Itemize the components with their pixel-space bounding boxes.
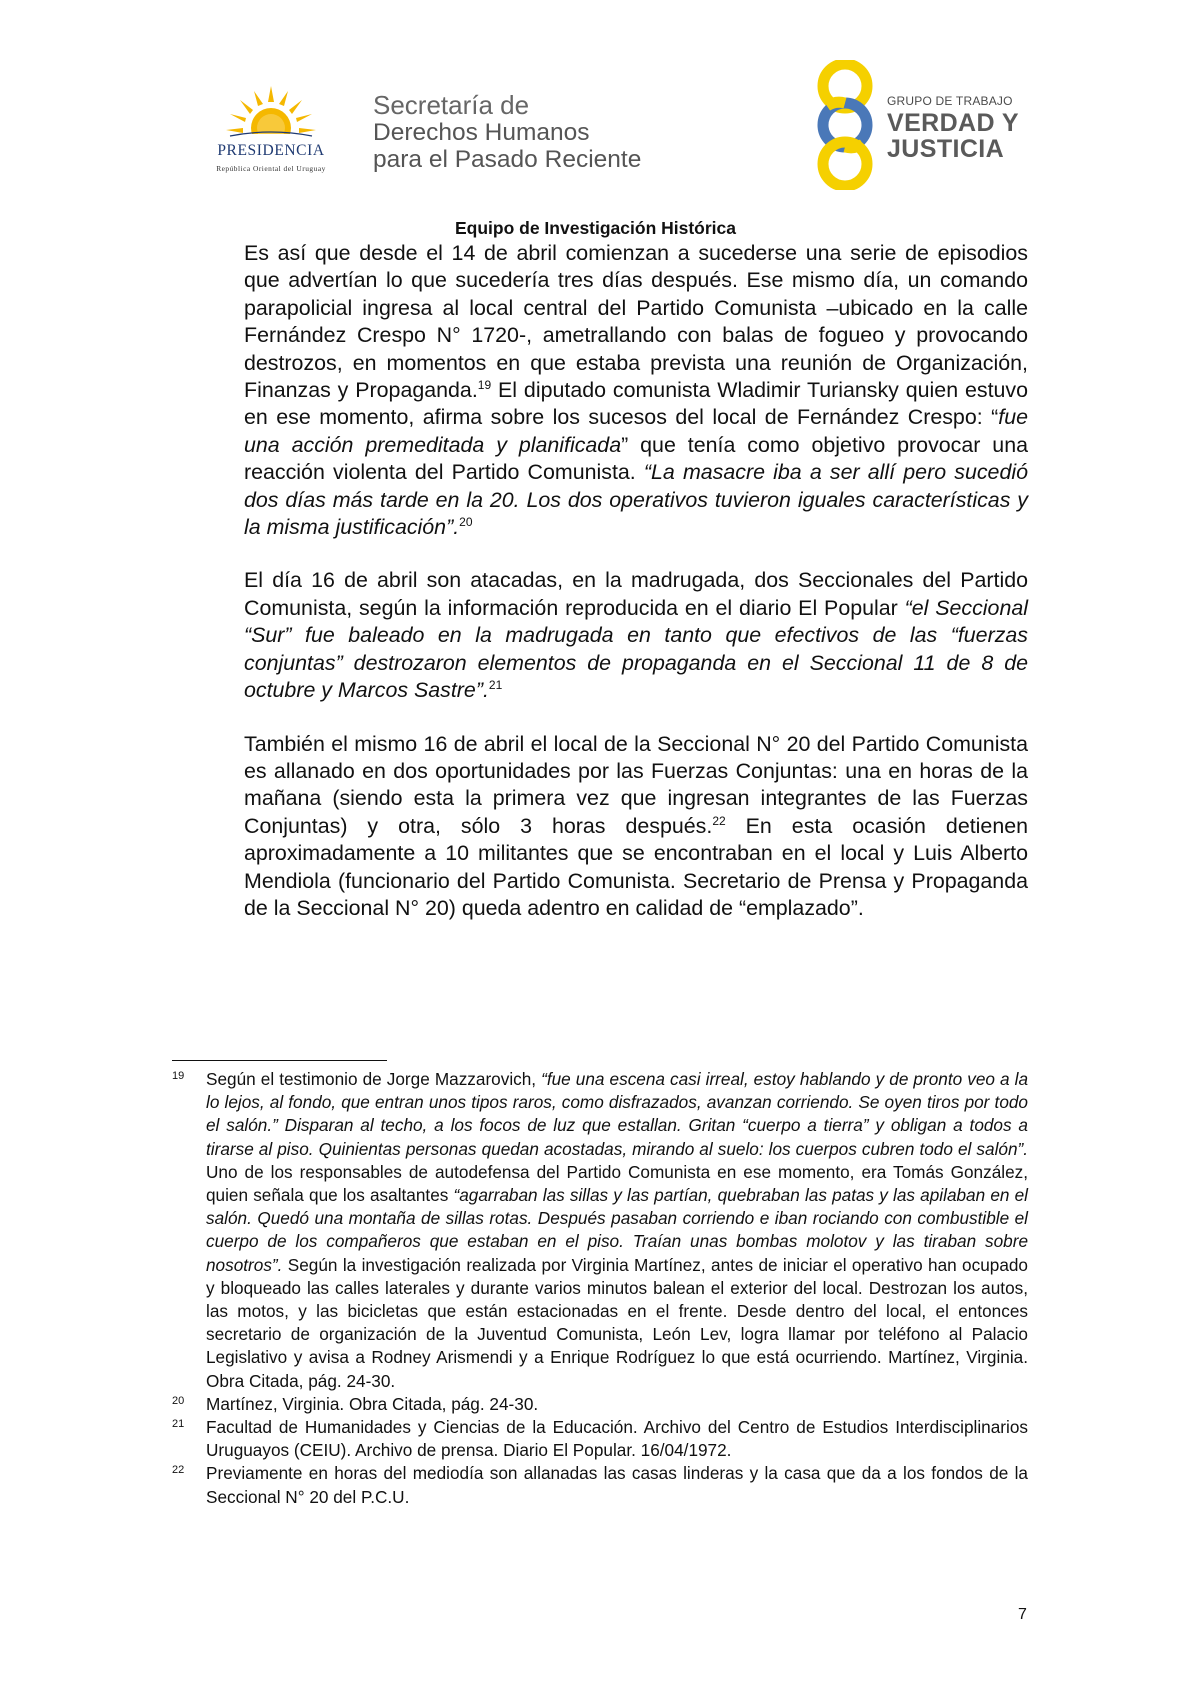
gtvj-line3: JUSTICIA: [887, 135, 1005, 163]
presidencia-name: PRESIDENCIA: [217, 142, 325, 159]
presidencia-subtitle: República Oriental del Uruguay: [216, 164, 326, 173]
sun-icon: [224, 84, 318, 142]
footnote-number: 22: [172, 1464, 185, 1477]
footnote-19: [172, 1068, 1028, 1393]
paragraph-2: [244, 567, 1028, 704]
p1-text-c: ” que tenía como objetivo provocar una reacción violenta del Partido Comunista.: [244, 432, 1028, 485]
fn19-text-b: Uno de los responsables de autodefensa del Partido Comunista en ese momento, era Tomás González, quien señala que los asaltantes: [206, 1161, 1028, 1206]
fn21-text: Facultad de Humanidades y Ciencias de la Educación. Archivo del Centro de Estudios Interdisciplinarios Uruguayos (CEIU). Archivo de prensa. Diario El Popular. 16/04/1972.: [206, 1417, 1028, 1461]
footnotes: [172, 1068, 1028, 1509]
p1-text-b: El diputado comunista Wladimir Turiansky quien estuvo en ese momento, afirma sobre los sucesos del local de Fernández Crespo: “: [244, 378, 1029, 430]
main-text: [244, 240, 1028, 922]
fn19-text-c: Según la investigación realizada por Virginia Martínez, antes de iniciar el operativo han ocupado y bloqueado las calles laterales y durante varios minutos balean el exterior del local. Destrozan los autos, las motos, y las bicicletas que están estacionadas en el frente. Desde dentro del local, el entonces secretario de organización de la Juventud Comunista, León Lev, logra llamar por teléfono al Palacio Legislativo y avisa a Rodney Arismendi y a Enrique Rodríguez lo que está ocurriendo. Martínez, Virginia. Obra Citada, pág. 24-30.: [206, 1254, 1028, 1391]
p2-text-a: El día 16 de abril son atacadas, en la madrugada, dos Seccionales del Partido Comunista, según la información reproducida en el diario El Popular: [244, 568, 1028, 620]
paragraph-1: [244, 240, 1028, 541]
p2-quote: “el Seccional “Sur” fue baleado en la madrugada en tanto que efectivos de las “fuerzas conjuntas” destrozaron elementos de propaganda en el Seccional 11 de 8 de octubre y Marcos Sastre”.: [244, 595, 1028, 703]
p1-quote-2: “La masacre iba a ser allí pero sucedió dos días más tarde en la 20. Los dos operativos tuvieron iguales características y la misma justificación”.: [244, 460, 1028, 540]
footnote-ref-19: 19: [477, 377, 492, 392]
footnote-number: 20: [172, 1394, 185, 1407]
secretaria-line2: Derechos Humanos: [373, 119, 590, 146]
secretaria-line1: Secretaría de: [373, 90, 530, 120]
footnote-ref-20: 20: [459, 514, 473, 529]
footnote-separator: [172, 1060, 387, 1061]
presidencia-logo: [196, 84, 346, 184]
verdad-justicia-logo: [805, 60, 1035, 190]
p1-text-a: Es así que desde el 14 de abril comienzan a sucederse una serie de episodios que advertían lo que sucedería tres días después. Ese mismo día, un comando parapolicial ingresa al local central del Partido Comunista –ubicado en la calle Fernández Crespo N° 1720-, ametrallando con balas de fogueo y provocando destrozos, en momentos en que estaba prevista una reunión de Organización, Finanzas y Propaganda.: [244, 241, 1028, 403]
footnote-number: 19: [172, 1070, 185, 1082]
fn20-text: Martínez, Virginia. Obra Citada, pág. 24-30.: [206, 1393, 539, 1414]
page-number: 7: [1018, 1606, 1027, 1623]
secretaria-logo-text: [373, 92, 641, 173]
fn19-quote-2: “agarraban las sillas y las partían, quebraban las patas y las apilaban en el salón. Quedó una montaña de sillas rotas. Después pasaban corriendo e iban rociando con combustible el cuerpo de los compañeros que estaban en el piso. Traían unas bombas molotov y las tiraban sobre nosotros”.: [206, 1185, 1028, 1275]
team-title: Equipo de Investigación Histórica: [454, 218, 737, 238]
footnote-21: [172, 1416, 1028, 1462]
footnote-22: [172, 1462, 1028, 1508]
secretaria-line3: para el Pasado Reciente: [373, 146, 642, 173]
interlocked-rings-icon: [805, 60, 885, 190]
p3-text-b: En esta ocasión detienen aproximadamente a 10 militantes que se encontraban en el local y Luis Alberto Mendiola (funcionario del Partido Comunista. Secretario de Prensa y Propaganda de la Seccional N° 20) queda adentro en calidad de “emplazado”.: [244, 813, 1029, 920]
paragraph-3: [244, 731, 1028, 923]
footnote-20: [172, 1393, 1028, 1416]
fn19-quote-1: “fue una escena casi irreal, estoy hablando y de pronto veo a la lo lejos, al fondo, que entran unos tipos raros, como disfrazados, avanzan corriendo. Se oyen tiros por todo el salón.” Disparan al techo, a los focos de luz que estallan. Gritan “cuerpo a tierra” y obligan a todos a tirarse al piso. Quinientas personas quedan acostadas, mirando al suelo: los cuerpos cubren todo el salón”.: [206, 1069, 1028, 1159]
fn19-text-a: Según el testimonio de Jorge Mazzarovich,: [206, 1069, 542, 1089]
gtvj-line2: VERDAD Y: [887, 109, 1019, 137]
footnote-ref-22: 22: [712, 813, 726, 828]
p1-quote-1: fue una acción premeditada y planificada: [244, 405, 1028, 457]
gtvj-line1: GRUPO DE TRABAJO: [887, 94, 1013, 108]
p3-text-a: También el mismo 16 de abril el local de la Seccional N° 20 del Partido Comunista es allanado en dos oportunidades por las Fuerzas Conjuntas: una en horas de la mañana (siendo esta la primera vez que ingresan integrantes de las Fuerzas Conjuntas) y otra, sólo 3 horas después.: [244, 731, 1028, 838]
fn22-text: Previamente en horas del mediodía son allanadas las casas linderas y la casa que da a los fondos de la Seccional N° 20 del P.C.U.: [206, 1463, 1028, 1507]
footnote-ref-21: 21: [488, 677, 503, 692]
footnote-number: 21: [172, 1418, 185, 1431]
